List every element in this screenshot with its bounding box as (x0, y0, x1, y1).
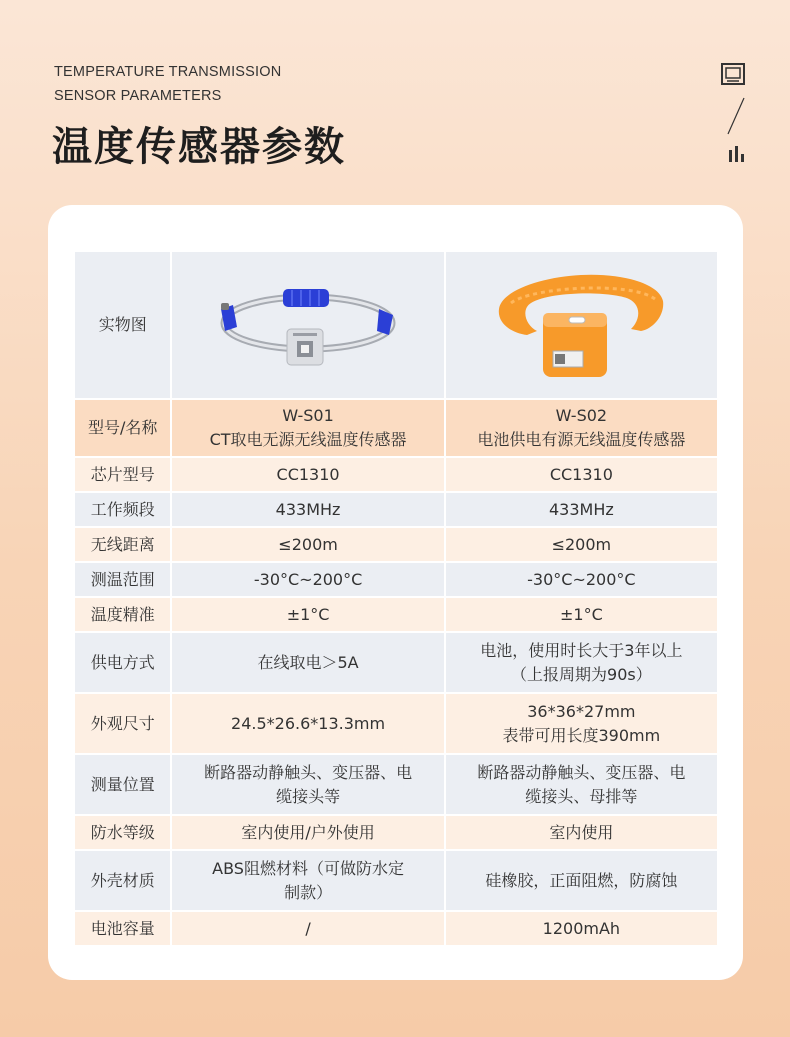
row-label: 工作频段 (75, 493, 170, 526)
header-decoration (718, 60, 758, 170)
monitor-icon (722, 64, 744, 84)
table-row-size (75, 694, 717, 753)
row-label: 防水等级 (75, 816, 170, 849)
table-row (75, 816, 717, 849)
cell-line: 36*36*27mm (527, 701, 636, 721)
cell-value: 在线取电＞5A (172, 633, 443, 692)
cell-value: CC1310 (446, 458, 717, 491)
ring-sensor-image (213, 279, 403, 371)
model-name-2: 电池供电有源无线温度传感器 (477, 430, 686, 449)
model-name-1: CT取电无源无线温度传感器 (209, 430, 407, 449)
cell-line: 缆接头、母排等 (525, 786, 638, 806)
row-label: 外观尺寸 (75, 694, 170, 753)
table-row (75, 458, 717, 491)
cell-value: 433MHz (172, 493, 443, 526)
model-code-2: W-S02 (555, 406, 608, 425)
cell-line: 断路器动静触头、变压器、电 (204, 762, 413, 782)
table-row-position (75, 755, 717, 814)
cell-value: -30°C~200°C (172, 563, 443, 596)
page-title: 温度传感器参数 (52, 124, 346, 170)
cell-value: CC1310 (172, 458, 443, 491)
cell-value (172, 755, 443, 814)
row-label: 型号/名称 (75, 400, 170, 456)
cell-value: ≤200m (172, 528, 443, 561)
table-row (75, 528, 717, 561)
model-cell-2 (446, 400, 717, 456)
slash-divider (728, 98, 744, 134)
cell-value: 室内使用/户外使用 (172, 816, 443, 849)
cell-line: 表带可用长度390mm (502, 725, 661, 745)
table-row (75, 563, 717, 596)
bar-chart-icon (729, 146, 744, 162)
row-label: 测量位置 (75, 755, 170, 814)
cell-value (446, 694, 717, 753)
model-code-1: W-S01 (282, 406, 334, 425)
table-row (75, 493, 717, 526)
cell-line: 缆接头等 (276, 786, 341, 806)
parameter-table (73, 250, 719, 947)
row-label: 电池容量 (75, 912, 170, 945)
english-subtitle (54, 60, 281, 108)
cell-value (446, 755, 717, 814)
row-label: 外壳材质 (75, 851, 170, 910)
cell-line: 制款） (284, 882, 333, 902)
table-row (75, 912, 717, 945)
table-row-model (75, 400, 717, 456)
table-row-power (75, 633, 717, 692)
table-row-image (75, 252, 717, 398)
subtitle-line-1: TEMPERATURE TRANSMISSION (54, 64, 282, 80)
row-label: 温度精准 (75, 598, 170, 631)
row-label: 测温范围 (75, 563, 170, 596)
row-label: 芯片型号 (75, 458, 170, 491)
cell-value: 室内使用 (446, 816, 717, 849)
model-cell-1 (172, 400, 443, 456)
wristband-sensor-image (491, 269, 671, 381)
cell-value: 硅橡胶，正面阻燃，防腐蚀 (446, 851, 717, 910)
cell-value: 433MHz (446, 493, 717, 526)
parameter-card (48, 205, 743, 980)
cell-value: / (172, 912, 443, 945)
cell-value (446, 633, 717, 692)
cell-value: ±1°C (172, 598, 443, 631)
cell-value: 1200mAh (446, 912, 717, 945)
row-label: 无线距离 (75, 528, 170, 561)
cell-value: ±1°C (446, 598, 717, 631)
row-label: 供电方式 (75, 633, 170, 692)
cell-value: 24.5*26.6*13.3mm (172, 694, 443, 753)
cell-line: ABS阻燃材料（可做防水定 (212, 858, 404, 878)
cell-line: 断路器动静触头、变压器、电 (477, 762, 686, 782)
table-row (75, 598, 717, 631)
row-label: 实物图 (75, 252, 170, 398)
cell-line: （上报周期为90s） (511, 664, 652, 684)
cell-value: -30°C~200°C (446, 563, 717, 596)
cell-value: ≤200m (446, 528, 717, 561)
subtitle-line-2: SENSOR PARAMETERS (54, 88, 222, 104)
cell-line: 电池，使用时长大于3年以上 (480, 640, 683, 660)
cell-value (172, 851, 443, 910)
table-row-material (75, 851, 717, 910)
